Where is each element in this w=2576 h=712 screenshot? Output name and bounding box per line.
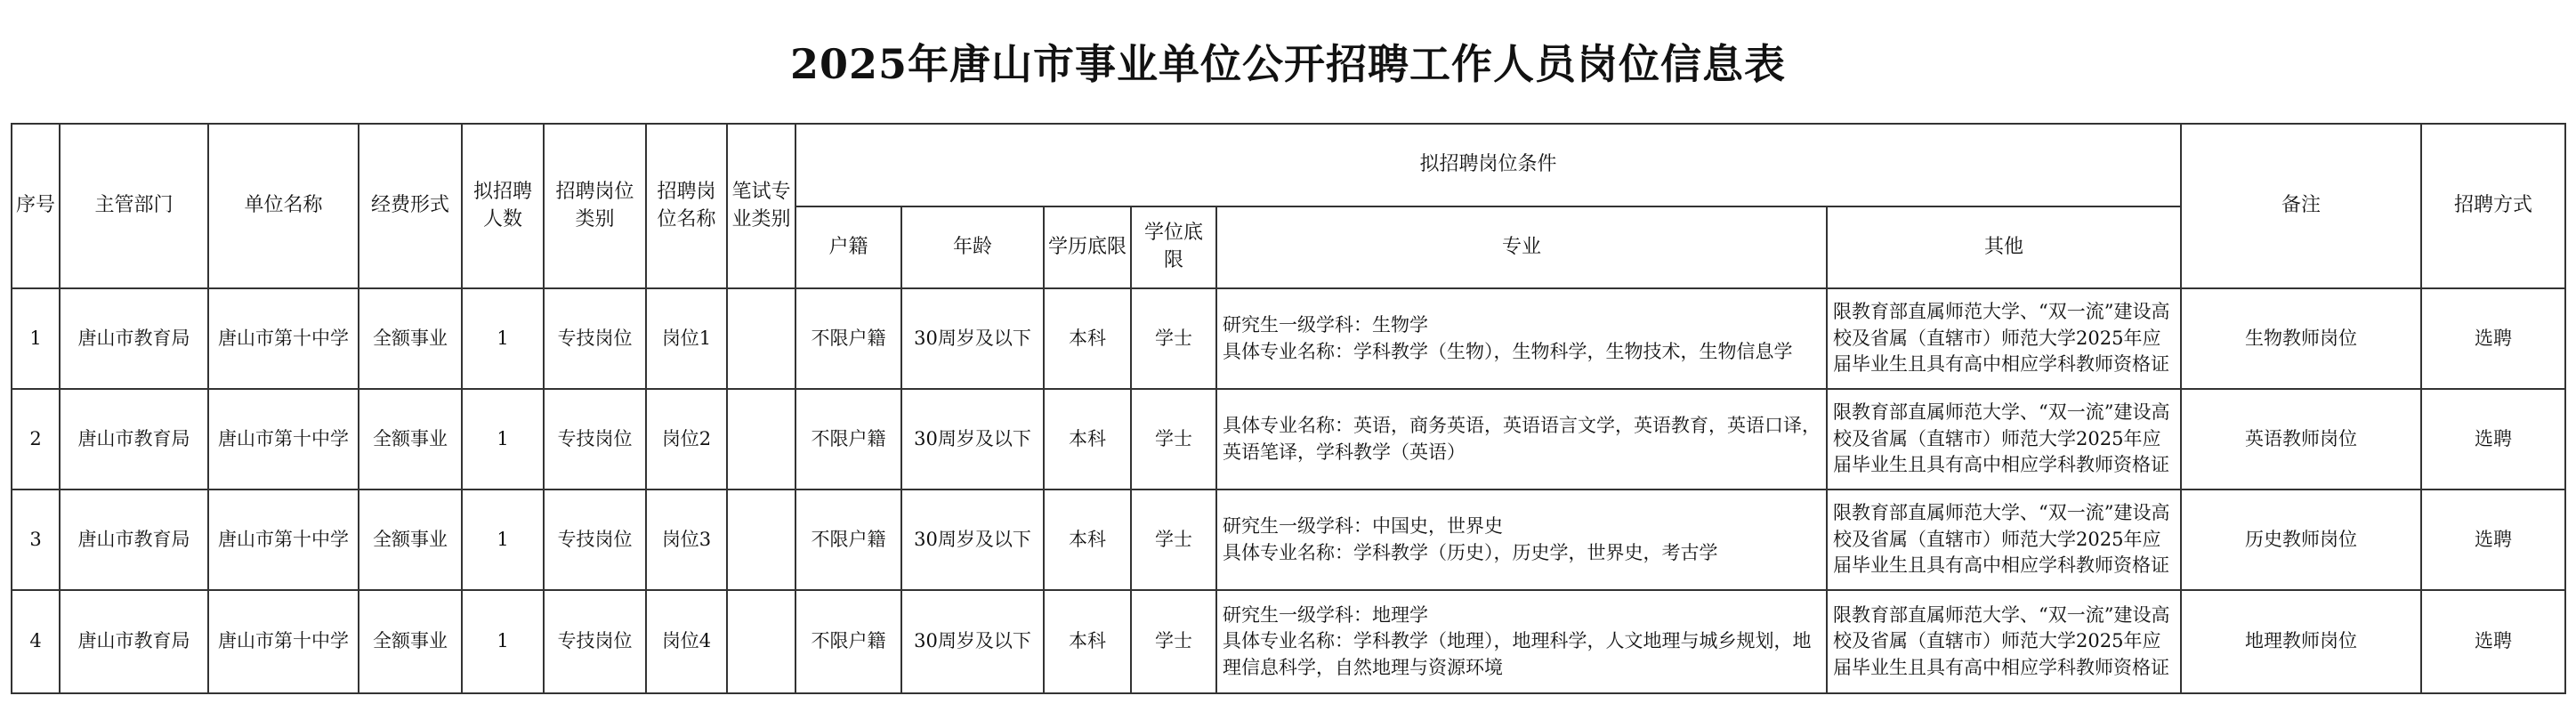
cell-major: 研究生一级学科：生物学 具体专业名称：学科教学（生物），生物科学，生物技术，生物信息学: [1216, 288, 1827, 389]
cell-hukou: 不限户籍: [795, 288, 901, 389]
cell-remark: 生物教师岗位: [2181, 288, 2421, 389]
header-remark: 备注: [2181, 124, 2421, 288]
cell-unit: 唐山市第十中学: [208, 288, 359, 389]
cell-age: 30周岁及以下: [901, 389, 1044, 490]
cell-unit: 唐山市第十中学: [208, 490, 359, 590]
header-degree: 学位底限: [1131, 206, 1216, 288]
header-count: 拟招聘人数: [462, 124, 544, 288]
cell-exam: [727, 490, 795, 590]
cell-funding: 全额事业: [359, 288, 462, 389]
cell-dept: 唐山市教育局: [60, 590, 208, 693]
cell-age: 30周岁及以下: [901, 490, 1044, 590]
cell-major: 研究生一级学科：地理学 具体专业名称：学科教学（地理），地理科学，人文地理与城乡规划，地理信息科学，自然地理与资源环境: [1216, 590, 1827, 693]
cell-age: 30周岁及以下: [901, 590, 1044, 693]
cell-exam: [727, 590, 795, 693]
header-major: 专业: [1216, 206, 1827, 288]
job-table: [11, 123, 2566, 694]
cell-edu: 本科: [1044, 389, 1131, 490]
cell-hukou: 不限户籍: [795, 389, 901, 490]
table-row: [12, 389, 2565, 490]
cell-method: 选聘: [2421, 590, 2565, 693]
cell-degree: 学士: [1131, 490, 1216, 590]
cell-degree: 学士: [1131, 590, 1216, 693]
header-hukou: 户籍: [795, 206, 901, 288]
cell-count: 1: [462, 490, 544, 590]
cell-degree: 学士: [1131, 288, 1216, 389]
cell-remark: 地理教师岗位: [2181, 590, 2421, 693]
cell-funding: 全额事业: [359, 389, 462, 490]
cell-method: 选聘: [2421, 389, 2565, 490]
header-other: 其他: [1827, 206, 2181, 288]
cell-funding: 全额事业: [359, 590, 462, 693]
cell-degree: 学士: [1131, 389, 1216, 490]
cell-funding: 全额事业: [359, 490, 462, 590]
header-method: 招聘方式: [2421, 124, 2565, 288]
cell-seq: 2: [12, 389, 60, 490]
cell-age: 30周岁及以下: [901, 288, 1044, 389]
cell-hukou: 不限户籍: [795, 590, 901, 693]
header-post-name: 招聘岗位名称: [646, 124, 727, 288]
cell-exam: [727, 288, 795, 389]
cell-unit: 唐山市第十中学: [208, 389, 359, 490]
cell-other: 限教育部直属师范大学、“双一流”建设高校及省属（直辖市）师范大学2025年应届毕业生且具有高中相应学科教师资格证: [1827, 490, 2181, 590]
cell-remark: 英语教师岗位: [2181, 389, 2421, 490]
cell-dept: 唐山市教育局: [60, 490, 208, 590]
cell-post-name: 岗位2: [646, 389, 727, 490]
cell-post-name: 岗位3: [646, 490, 727, 590]
header-age: 年龄: [901, 206, 1044, 288]
cell-seq: 1: [12, 288, 60, 389]
cell-post-type: 专技岗位: [544, 490, 646, 590]
cell-edu: 本科: [1044, 490, 1131, 590]
cell-hukou: 不限户籍: [795, 490, 901, 590]
cell-dept: 唐山市教育局: [60, 288, 208, 389]
cell-post-name: 岗位1: [646, 288, 727, 389]
table-row: [12, 590, 2565, 693]
cell-count: 1: [462, 590, 544, 693]
cell-edu: 本科: [1044, 288, 1131, 389]
cell-count: 1: [462, 288, 544, 389]
cell-unit: 唐山市第十中学: [208, 590, 359, 693]
cell-other: 限教育部直属师范大学、“双一流”建设高校及省属（直辖市）师范大学2025年应届毕业生且具有高中相应学科教师资格证: [1827, 389, 2181, 490]
cell-exam: [727, 389, 795, 490]
cell-method: 选聘: [2421, 490, 2565, 590]
cell-count: 1: [462, 389, 544, 490]
table-row: [12, 288, 2565, 389]
cell-post-type: 专技岗位: [544, 389, 646, 490]
cell-seq: 3: [12, 490, 60, 590]
cell-post-name: 岗位4: [646, 590, 727, 693]
header-row: [12, 124, 2565, 206]
cell-edu: 本科: [1044, 590, 1131, 693]
header-conditions: 拟招聘岗位条件: [795, 124, 2181, 206]
cell-post-type: 专技岗位: [544, 590, 646, 693]
cell-major: 具体专业名称：英语，商务英语，英语语言文学，英语教育，英语口译，英语笔译，学科教学（英语）: [1216, 389, 1827, 490]
header-funding: 经费形式: [359, 124, 462, 288]
cell-method: 选聘: [2421, 288, 2565, 389]
cell-other: 限教育部直属师范大学、“双一流”建设高校及省属（直辖市）师范大学2025年应届毕业生且具有高中相应学科教师资格证: [1827, 590, 2181, 693]
header-exam: 笔试专业类别: [727, 124, 795, 288]
page-title: 2025年唐山市事业单位公开招聘工作人员岗位信息表: [789, 40, 1787, 88]
cell-seq: 4: [12, 590, 60, 693]
cell-dept: 唐山市教育局: [60, 389, 208, 490]
cell-post-type: 专技岗位: [544, 288, 646, 389]
cell-other: 限教育部直属师范大学、“双一流”建设高校及省属（直辖市）师范大学2025年应届毕业生且具有高中相应学科教师资格证: [1827, 288, 2181, 389]
cell-remark: 历史教师岗位: [2181, 490, 2421, 590]
header-unit: 单位名称: [208, 124, 359, 288]
header-edu: 学历底限: [1044, 206, 1131, 288]
table-row: [12, 490, 2565, 590]
header-post-type: 招聘岗位类别: [544, 124, 646, 288]
header-seq: 序号: [12, 124, 60, 288]
cell-major: 研究生一级学科：中国史，世界史 具体专业名称：学科教学（历史），历史学，世界史，考古学: [1216, 490, 1827, 590]
header-dept: 主管部门: [60, 124, 208, 288]
